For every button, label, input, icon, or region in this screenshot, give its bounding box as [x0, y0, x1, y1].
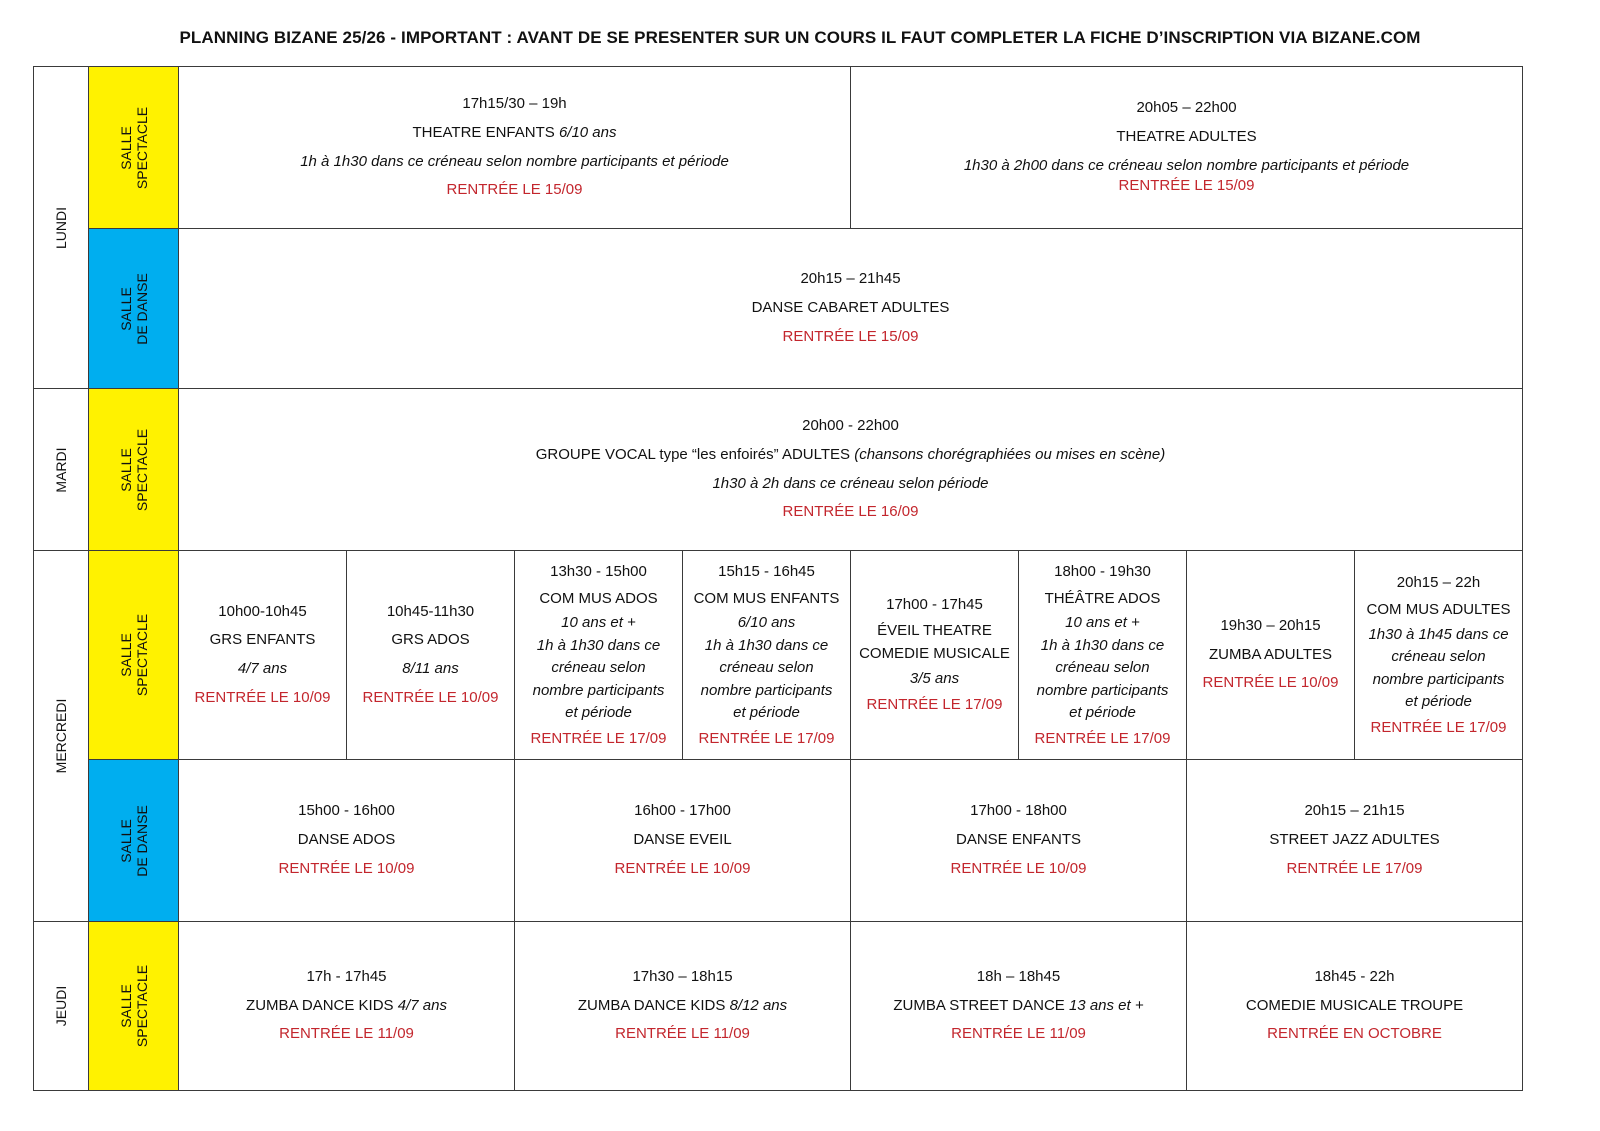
course-note-line: 1h à 1h30 dans ce — [704, 636, 829, 654]
course-name: GROUPE VOCAL type “les enfoirés” ADULTES — [535, 445, 851, 463]
course-note: 1h à 1h30 dans ce créneau selon nombre participants et période — [300, 152, 729, 170]
rentree-date: RENTRÉE LE 11/09 — [615, 1025, 750, 1043]
course-time: 20h15 – 21h15 — [1304, 802, 1405, 820]
course-danse-ados — [178, 759, 515, 922]
course-name: ZUMBA ADULTES — [1208, 645, 1333, 663]
course-age: 3/5 ans — [909, 669, 960, 687]
rentree-date: RENTRÉE LE 15/09 — [1118, 177, 1255, 195]
course-name: ZUMBA DANCE KIDS — [246, 996, 394, 1014]
course-time: 18h45 - 22h — [1314, 967, 1395, 985]
course-note-line: et période — [1069, 704, 1136, 722]
day-jeudi — [33, 921, 89, 1091]
room-label: SPECTACLE — [133, 106, 150, 189]
course-detail: (chansons chorégraphiées ou mises en scène) — [854, 445, 1166, 463]
room-label: SPECTACLE — [133, 613, 150, 697]
course-name: DANSE EVEIL — [633, 831, 732, 849]
rentree-date: RENTRÉE LE 17/09 — [866, 695, 1003, 713]
course-name: COM MUS ADULTES — [1366, 601, 1511, 619]
course-age: 4/7 ans — [397, 996, 447, 1014]
course-time: 19h30 – 20h15 — [1220, 616, 1321, 634]
course-name-line2: COMEDIE MUSICALE — [859, 645, 1010, 663]
course-age: 6/10 ans — [558, 123, 617, 141]
rentree-date: RENTRÉE LE 17/09 — [1034, 729, 1171, 747]
course-theatre-ados — [1018, 550, 1187, 760]
rentree-date: RENTRÉE LE 17/09 — [698, 729, 835, 747]
course-note-line: nombre participants — [700, 681, 833, 699]
room-salle-spectacle — [88, 66, 179, 229]
course-note: 1h30 à 2h00 dans ce créneau selon nombre participants et période — [963, 156, 1410, 174]
course-zumba-street-dance — [850, 921, 1187, 1091]
course-name: DANSE ADOS — [297, 831, 396, 849]
course-age: 8/11 ans — [402, 660, 459, 677]
course-note-line: nombre participants — [1372, 670, 1505, 688]
course-time: 17h30 – 18h15 — [632, 967, 733, 985]
room-label: SALLE — [117, 633, 134, 677]
room-salle-spectacle — [88, 550, 179, 760]
schedule-table — [33, 66, 1523, 1091]
course-time: 10h45-11h30 — [386, 602, 475, 620]
room-label: SPECTACLE — [133, 964, 150, 1048]
course-note-line: et période — [565, 704, 632, 722]
day-label: LUNDI — [52, 206, 69, 249]
course-grs-ados — [346, 550, 515, 760]
room-salle-danse — [88, 228, 179, 389]
course-time: 17h00 - 18h00 — [970, 802, 1067, 820]
rentree-date: RENTRÉE LE 17/09 — [1286, 859, 1423, 877]
course-grs-enfants — [178, 550, 347, 760]
course-time: 16h00 - 17h00 — [634, 802, 731, 820]
course-com-mus-adultes — [1354, 550, 1523, 760]
course-note-line: créneau selon — [551, 659, 646, 677]
room-salle-spectacle — [88, 388, 179, 551]
room-salle-spectacle — [88, 921, 179, 1091]
course-name: THÉÂTRE ADOS — [1044, 590, 1161, 608]
course-name: THEATRE ADULTES — [1116, 127, 1257, 145]
room-salle-danse — [88, 759, 179, 922]
rentree-date: RENTRÉE LE 16/09 — [782, 503, 919, 521]
rentree-date: RENTRÉE LE 15/09 — [446, 181, 583, 199]
room-label: SALLE — [117, 984, 134, 1028]
course-note-line: et période — [1405, 693, 1472, 711]
course-danse-enfants — [850, 759, 1187, 922]
course-name: ÉVEIL THEATRE — [877, 622, 992, 640]
course-note-line: créneau selon — [719, 659, 814, 677]
course-street-jazz-adultes — [1186, 759, 1523, 922]
rentree-date: RENTRÉE LE 10/09 — [1202, 674, 1339, 692]
day-label: MARDI — [52, 446, 69, 493]
course-name: DANSE CABARET ADULTES — [751, 299, 950, 317]
course-name: STREET JAZZ ADULTES — [1269, 831, 1440, 849]
course-note-line: créneau selon — [1055, 659, 1150, 677]
room-label: SPECTACLE — [133, 428, 150, 511]
room-label: DE DANSE — [133, 804, 150, 877]
course-com-mus-ados — [514, 550, 683, 760]
day-label: MERCREDI — [52, 698, 69, 774]
room-label: SALLE — [117, 286, 134, 331]
course-name: ZUMBA DANCE KIDS — [577, 996, 726, 1014]
course-note-line: 10 ans et + — [561, 614, 636, 632]
course-com-mus-enfants — [682, 550, 851, 760]
course-time: 15h00 - 16h00 — [298, 802, 395, 820]
course-name: GRS ADOS — [391, 631, 470, 649]
course-groupe-vocal — [178, 388, 1523, 551]
course-note-line: et période — [733, 704, 800, 722]
rentree-date: RENTRÉE LE 10/09 — [194, 688, 331, 706]
course-comedie-musicale-troupe — [1186, 921, 1523, 1091]
course-name: THEATRE ENFANTS — [412, 123, 555, 141]
course-zumba-dance-kids-4-7 — [178, 921, 515, 1091]
course-note-line: 1h à 1h30 dans ce — [1040, 636, 1165, 654]
course-name: ZUMBA STREET DANCE — [893, 996, 1065, 1014]
course-name: GRS ENFANTS — [209, 631, 316, 649]
day-mercredi — [33, 550, 89, 922]
day-lundi — [33, 66, 89, 389]
rentree-date: RENTRÉE LE 10/09 — [362, 688, 499, 706]
course-time: 17h00 - 17h45 — [886, 595, 983, 613]
course-time: 15h15 - 16h45 — [718, 562, 815, 580]
course-name: COM MUS ENFANTS — [693, 590, 840, 608]
day-label: JEUDI — [52, 985, 69, 1027]
room-label: SALLE — [117, 447, 134, 492]
course-danse-eveil — [514, 759, 851, 922]
course-time: 17h - 17h45 — [306, 967, 387, 985]
day-mardi — [33, 388, 89, 551]
rentree-date: RENTRÉE LE 15/09 — [782, 327, 919, 345]
course-note-line: 1h30 à 1h45 dans ce — [1368, 625, 1509, 643]
room-label: DE DANSE — [133, 272, 150, 345]
course-time: 20h05 – 22h00 — [1136, 99, 1237, 116]
course-zumba-adultes — [1186, 550, 1355, 760]
course-theatre-enfants — [178, 66, 851, 229]
rentree-date: RENTRÉE LE 10/09 — [950, 859, 1087, 877]
rentree-date: RENTRÉE LE 10/09 — [614, 859, 751, 877]
course-eveil-theatre — [850, 550, 1019, 760]
course-note-line: nombre participants — [532, 681, 665, 699]
rentree-date: RENTRÉE EN OCTOBRE — [1267, 1025, 1442, 1043]
course-time: 18h – 18h45 — [976, 967, 1061, 985]
course-time: 13h30 - 15h00 — [550, 562, 647, 580]
room-label: SALLE — [117, 818, 134, 863]
course-time: 20h15 – 22h — [1396, 574, 1481, 592]
room-label: SALLE — [117, 125, 134, 170]
course-note-line: 1h à 1h30 dans ce — [536, 636, 661, 654]
course-note-line: 6/10 ans — [737, 614, 796, 632]
course-age: 4/7 ans — [237, 660, 288, 677]
rentree-date: RENTRÉE LE 11/09 — [951, 1025, 1086, 1043]
course-note-line: nombre participants — [1036, 681, 1169, 699]
course-name: DANSE ENFANTS — [955, 831, 1082, 849]
course-danse-cabaret-adultes — [178, 228, 1523, 389]
course-name: COM MUS ADOS — [539, 590, 658, 608]
course-note-line: 10 ans et + — [1065, 614, 1140, 632]
course-zumba-dance-kids-8-12 — [514, 921, 851, 1091]
course-time: 18h00 - 19h30 — [1054, 562, 1151, 580]
course-age: 8/12 ans — [729, 996, 788, 1014]
course-name: COMEDIE MUSICALE TROUPE — [1245, 996, 1464, 1014]
rentree-date: RENTRÉE LE 17/09 — [530, 729, 667, 747]
rentree-date: RENTRÉE LE 17/09 — [1370, 718, 1507, 736]
course-time: 17h15/30 – 19h — [462, 95, 567, 112]
course-age: 13 ans et + — [1068, 996, 1144, 1014]
course-time: 10h00-10h45 — [218, 602, 307, 620]
rentree-date: RENTRÉE LE 10/09 — [278, 859, 415, 877]
course-time: 20h15 – 21h45 — [800, 270, 901, 288]
course-time: 20h00 - 22h00 — [802, 417, 899, 434]
rentree-date: RENTRÉE LE 11/09 — [279, 1025, 414, 1043]
course-theatre-adultes — [850, 66, 1523, 229]
page-title: PLANNING BIZANE 25/26 - IMPORTANT : AVANT DE SE PRESENTER SUR UN COURS IL FAUT COMPLETER LA FICHE D’INSCRIPTION VIA BIZANE.COM — [179, 28, 1421, 47]
course-note-line: créneau selon — [1391, 648, 1486, 666]
course-note: 1h30 à 2h dans ce créneau selon période — [712, 474, 989, 492]
